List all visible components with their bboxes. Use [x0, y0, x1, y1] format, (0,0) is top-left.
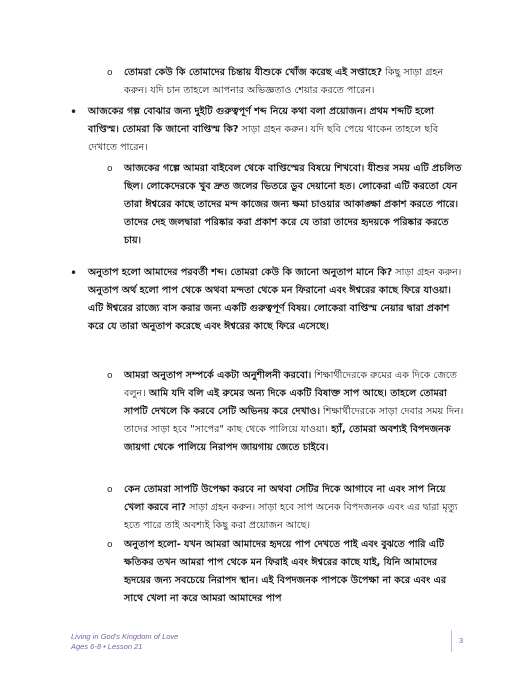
- footer-lesson: Ages 6-8 • Lesson 21: [71, 642, 143, 651]
- item-bold-text: তোমরা কেউ কি তোমাদের চিন্তায় যীশুকে খোঁজ করেছ এই সপ্তাহে?: [124, 67, 383, 78]
- item-normal-text: শিক্ষার্থীদেরকে রুমের এক দিকে জেতে বলুন।: [124, 370, 457, 399]
- footer-course-info: [71, 632, 178, 652]
- item-normal-text: সাড়া গ্রহন করুন। যদি ছবি পেয়ে থাকেন তাহলে ছবি দেখাতে পারেন।: [88, 124, 439, 153]
- item-normal-text-2: শিক্ষার্থীদেরকে সাড়া দেবার সময় দিন। তাদের সাড়া হবে "সাপের" কাছ থেকে পালিয়ে যাওয়া।: [124, 406, 464, 435]
- bullet-marker: •: [70, 266, 78, 280]
- item-bold-text: অনুতাপ হলো- যখন আমরা আমাদের হৃদয়ে পাপ দেখতে পাই এবং বুঝতে পারি এটি ক্ষতিকর তখন আমরা পাপ থেকে মন ফিরাই এবং ঈশ্বরের কাছে যাই, যিনি আমাদের হৃদয়ের জন্য সবচেয়ে নিরাপদ স্থান। এই বিপদজনক পাপকে উপেক্ষা না করে এবং এর সাথে খেলা না করে আমরা আমাদের পাপ: [124, 539, 447, 604]
- item-bold-text-2: আমি যদি বলি এই রুমের অন্য দিকে একটি বিষাক্ত সাপ আছে। তাহলে তোমরা সাপটি দেখলে কি করবে সেটি অভিনয় করে দেখাও।: [124, 388, 447, 417]
- item-bold-text-2: অনুতাপ অর্থ হলো পাপ থেকে অথবা মন্দতা থেকে মন ফিরানো এবং ঈশ্বরের কাছে ফিরে যাওয়া। এটি ঈশ্বরের রাজ্যে বাস করার জন্য একটি গুরুত্বপূর্ণ বিষয়। লোকেরা বাপ্তিস্ম নেয়ার দ্বারা প্রকাশ করে যে তারা অনুতাপ করেছে এবং ঈশ্বরের কাছে ফিরে এসেছে।: [88, 285, 451, 332]
- list-item: [124, 367, 466, 457]
- item-bold-text: আজকের গল্পে আমরা বাইবেল থেকে বাপ্তিস্মের বিষয়ে শিখবো। যীশুর সময় এটি প্রচলিত ছিল। লোকেদেরকে খুব দ্রুত জলের ভিতরে ডুব দেয়ানো হত। লোকেরা এটি করতো যেন তারা ঈশ্বরের কাছে তাদের মন্দ কাজের জন্য ক্ষমা চাওয়ার আকাঙ্ক্ষা প্রকাশ করতে পারে। তাদের দেহ জলদ্বারা পরিষ্কার করা প্রকাশ করে যে তারা তাদের হৃদয়কে পরিষ্কার করতে চায়।: [124, 163, 462, 246]
- item-normal-text: সাড়া গ্রহন করুন। সাড়া হবে সাপ অনেক বিপদজনক এবং এর দ্বারা মৃত্যু হতে পারে তাই অবশ্যই কিছু করা প্রয়োজন আছে।: [124, 502, 458, 531]
- page-number: 3: [459, 636, 464, 645]
- item-bold-text: আমরা অনুতাপ সম্পর্কে একটা অনুশীলনী করবো।: [124, 370, 312, 381]
- item-bold-text: কেন তোমরা সাপটি উপেক্ষা করবে না অথবা সেটির দিকে আগাবে না এবং সাপ নিয়ে খেলা করবে না?: [124, 484, 446, 513]
- list-item: [124, 160, 466, 250]
- item-bold-text: অনুতাপ হলো আমাদের পরবর্তী শব্দ। তোমরা কেউ কি জানো অনুতাপ মানে কি?: [88, 267, 393, 278]
- bullet-marker: •: [70, 105, 78, 119]
- sub-bullet-marker: o: [107, 164, 113, 174]
- list-item: [124, 536, 466, 608]
- list-item: [124, 64, 466, 100]
- footer-title: Living in God's Kingdom of Love: [71, 632, 179, 641]
- list-item: [88, 103, 468, 157]
- item-bold-text-3: হ্যাঁ, তোমরা অবশ্যই বিপদজনক জায়গা থেকে পালিয়ে নিরাপদ জায়গায় জেতে চাইবে।: [124, 424, 451, 453]
- footer-divider: [451, 630, 452, 652]
- item-normal-text: কিছু সাড়া গ্রহন করুন। যদি চান তাহলে আপনার অভিজ্ঞতাও শেয়ার করতে পারেন।: [124, 67, 444, 96]
- sub-bullet-marker: o: [107, 485, 113, 495]
- item-bold-text: আজকের গল্প বোঝার জন্য দুইটি গুরুত্বপূর্ণ শব্দ নিয়ে কথা বলা প্রয়োজন। প্রথম শব্দটি হলো বাপ্তিস্ম। তোমরা কি জানো বাপ্তিস্ম কি?: [88, 106, 435, 135]
- sub-bullet-marker: o: [107, 371, 113, 381]
- list-item: [124, 481, 466, 535]
- list-item: [88, 264, 468, 336]
- sub-bullet-marker: o: [107, 68, 113, 78]
- item-normal-text: সাড়া গ্রহন করুন।: [392, 267, 462, 278]
- sub-bullet-marker: o: [107, 540, 113, 550]
